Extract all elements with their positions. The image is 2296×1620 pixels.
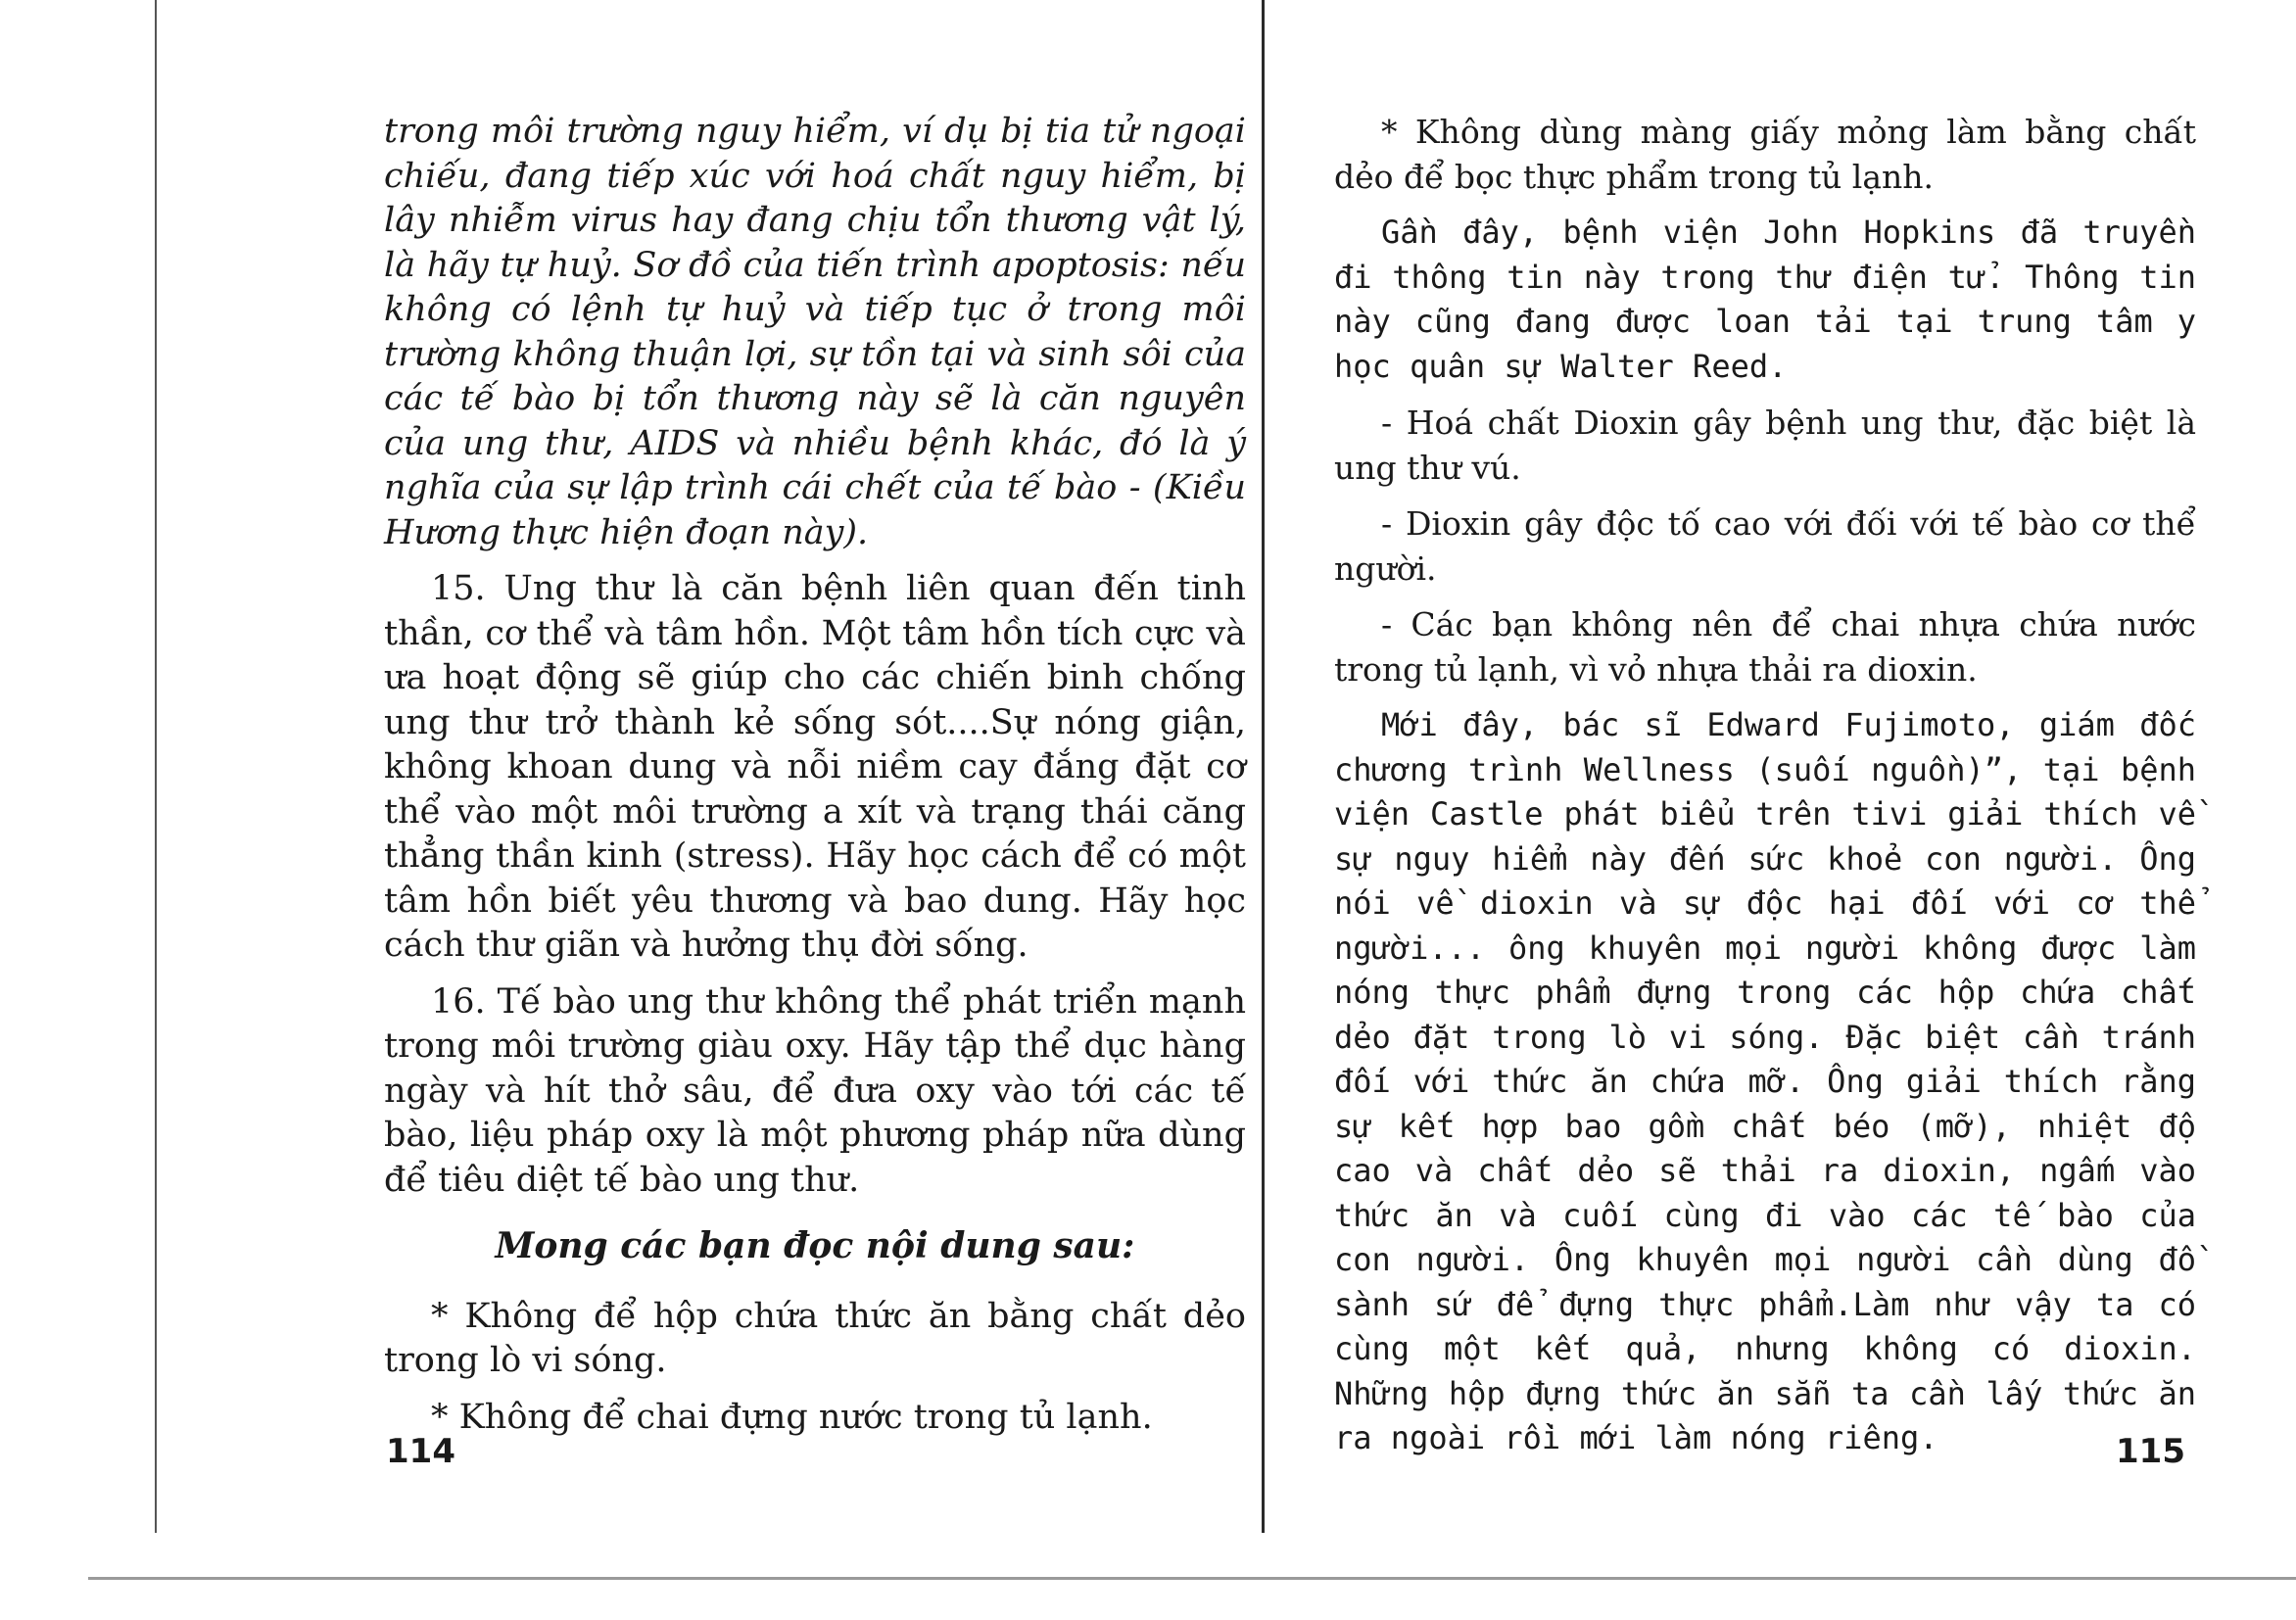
book-spine [1262, 0, 1265, 1533]
paragraph-fujimoto: Mới đây, bác sĩ Edward Fujimoto, giám đốc chương trình Wellness (suối nguồn)”, tại bệnh viện Castle phát biểu trên tivi giải thích về sự nguy hiểm này đến sức khoẻ con người. Ông nói về dioxin và sự độc hại đối với cơ thể người... ông khuyên mọi người không được làm nóng thực phẩm đựng trong các hộp chứa chất dẻo đặt trong lò vi sóng. Đặc biệt cần tránh đối với thức ăn chứa mỡ. Ông giải thích rằng sự kết hợp bao gồm chất béo (mỡ), nhiệt độ cao và chất dẻo sẽ thải ra dioxin, ngấm vào thức ăn và cuối cùng đi vào các tế bào của con người. Ông khuyên mọi người cần dùng đồ sành sứ để đựng thực phẩm.Làm như vậy ta có cùng một kết quả, nhưng không có dioxin. Những hộp đựng thức ăn sẵn ta cần lấy thức ăn ra ngoài rồi mới làm nóng riêng. [1334, 706, 2196, 1456]
bullet-dioxin-cancer: - Hoá chất Dioxin gây bệnh ung thư, đặc biệt là ung thư vú. [1334, 404, 2196, 487]
paragraph-15: 15. Ung thư là căn bệnh liên quan đến tinh thần, cơ thể và tâm hồn. Một tâm hồn tích cực và ưa hoạt động sẽ giúp cho các chiến binh chống ung thư trở thành kẻ sống sót....Sự nóng giận, không khoan dung và nỗi niềm cay đắng đặt cơ thể vào một môi trường a xít và trạng thái căng thẳng thần kinh (stress). Hãy học cách để có một tâm hồn biết yêu thương và bao dung. Hãy học cách thư giãn và hưởng thụ đời sống. [384, 569, 1246, 965]
bullet-plastic-bottles: - Các bạn không nên để chai nhựa chứa nước trong tủ lạnh, vì vỏ nhựa thải ra dioxin. [1334, 605, 2196, 689]
page-number-left: 114 [386, 1432, 455, 1471]
page-number-right: 115 [2116, 1432, 2185, 1471]
paragraph-apoptosis: trong môi trường nguy hiểm, ví dụ bị tia tử ngoại chiếu, đang tiếp xúc với hoá chất nguy hiểm, bị lây nhiễm virus hay đang chịu tổn thương vật lý, là hãy tự huỷ. Sơ đồ của tiến trình apoptosis: nếu không có lệnh tự huỷ và tiếp tục ở trong môi trường không thuận lợi, sự tồn tại và sinh sôi của các tế bào bị tổn thương này sẽ là căn nguyên của ung thư, AIDS và nhiều bệnh khác, đó là ý nghĩa của sự lập trình cái chết của tế bào - (Kiều Hương thực hiện đoạn này). [384, 112, 1246, 552]
section-heading: Mong các bạn đọc nội dung sau: [495, 1225, 1135, 1266]
paragraph-john-hopkins: Gần đây, bệnh viện John Hopkins đã truyền đi thông tin này trong thư điện tử. Thông tin này cũng đang được loan tải tại trung tâm y học quân sự Walter Reed. [1334, 214, 2196, 385]
bullet-item: * Không để chai đựng nước trong tủ lạnh. [431, 1397, 1153, 1437]
bullet-item: * Không để hộp chứa thức ăn bằng chất dẻo trong lò vi sóng. [384, 1296, 1246, 1380]
paragraph-plastic-wrap: * Không dùng màng giấy mỏng làm bằng chất dẻo để bọc thực phẩm trong tủ lạnh. [1334, 113, 2196, 196]
page-edge-line [155, 0, 157, 1533]
left-page [384, 110, 1246, 1452]
bullet-dioxin-toxic: - Dioxin gây độc tố cao với đối với tế bào cơ thể người. [1334, 504, 2196, 588]
scan-bottom-edge [88, 1577, 2296, 1580]
right-page [1334, 110, 2196, 1473]
paragraph-16: 16. Tế bào ung thư không thể phát triển mạnh trong môi trường giàu oxy. Hãy tập thể dục hàng ngày và hít thở sâu, để đưa oxy vào tới các tế bào, liệu pháp oxy là một phương pháp nữa dùng để tiêu diệt tế bào ung thư. [384, 981, 1246, 1200]
